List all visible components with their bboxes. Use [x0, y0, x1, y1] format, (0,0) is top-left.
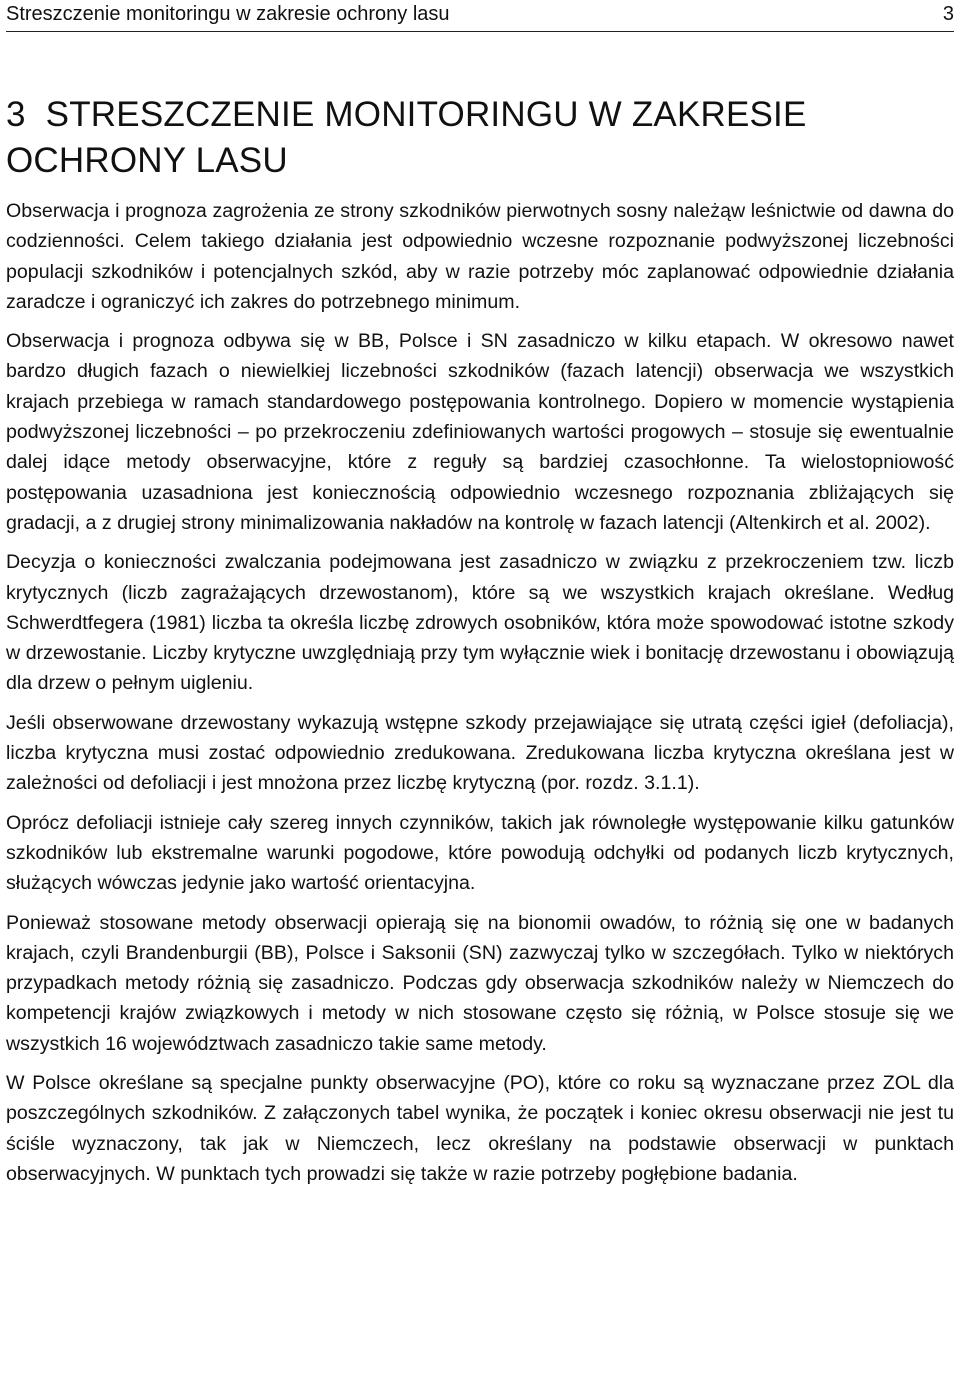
paragraph: W Polsce określane są specjalne punkty obserwacyjne (PO), które co roku są wyznaczane przez ZOL dla poszczególnych szkodników. Z załączonych tabel wynika, że początek i koniec okresu obserwacji nie jest tu ściśle wyznaczony, tak jak w Niemczech, lecz określany na podstawie obserwacji w punktach obserwacyjnych. W punktach tych prowadzi się także w razie potrzeby pogłębione badania. [6, 1072, 954, 1185]
paragraph: Ponieważ stosowane metody obserwacji opierają się na bionomii owadów, to różnią się one w badanych krajach, czyli Brandenburgii (BB), Polsce i Saksonii (SN) zazwyczaj tylko w szczegółach. Tylko w niektórych przypadkach metody różnią się zasadniczo. Podczas gdy obserwacja szkodników należy w Niemczech do kompetencji krajów związkowych i metody w nich stosowane często się różnią, w Polsce stosuje się we wszystkich 16 województwach zasadniczo takie same metody. [6, 911, 954, 1055]
chapter-heading [6, 92, 954, 184]
paragraph: Jeśli obserwowane drzewostany wykazują wstępne szkody przejawiające się utratą części igieł (defoliacja), liczba krytyczna musi zostać odpowiednio zredukowana. Zredukowana liczba krytyczna określana jest w zależności od defoliacji i jest mnożona przez liczbę krytyczną (por. rozdz. 3.1.1). [6, 711, 954, 795]
chapter-number: 3 [6, 95, 26, 134]
running-title: Streszczenie monitoringu w zakresie ochrony lasu [6, 3, 450, 25]
paragraph: Decyzja o konieczności zwalczania podejmowana jest zasadniczo w związku z przekroczeniem tzw. liczb krytycznych (liczb zagrażających drzewostanom), które są we wszystkich krajach określane. Według Schwerdtfegera (1981) liczba ta określa liczbę zdrowych osobników, która może spowodować istotne szkody w drzewostanie. Liczby krytyczne uwzględniają przy tym wyłącznie wiek i bonitację drzewostanu i obowiązują dla drzew o pełnym uigleniu. [6, 551, 954, 695]
paragraph: Obserwacja i prognoza zagrożenia ze strony szkodników pierwotnych sosny należąw leśnictwie od dawna do codzienności. Celem takiego działania jest odpowiednio wczesne rozpoznanie podwyższonej liczebności populacji szkodników i potencjalnych szkód, aby w razie potrzeby móc zaplanować odpowiednie działania zaradcze i ograniczyć ich zakres do potrzebnego minimum. [6, 200, 954, 313]
document-page [6, 0, 954, 1198]
chapter-title: STRESZCZENIE MONITORINGU W ZAKRESIE OCHRONY LASU [6, 95, 807, 180]
paragraph: Oprócz defoliacji istnieje cały szereg innych czynników, takich jak równoległe występowanie kilku gatunków szkodników lub ekstremalne warunki pogodowe, które powodują odchyłki od podanych liczb krytycznych, służących wówczas jedynie jako wartość orientacyjna. [6, 811, 954, 895]
paragraph: Obserwacja i prognoza odbywa się w BB, Polsce i SN zasadniczo w kilku etapach. W okresowo nawet bardzo długich fazach o niewielkiej liczebności szkodników (fazach latencji) obserwacja we wszystkich krajach przebiega w ramach standardowego postępowania kontrolnego. Dopiero w momencie wystąpienia podwyższonej liczebności – po przekroczeniu zdefiniowanych wartości progowych – stosuje się ewentualnie dalej idące metody obserwacyjne, które z reguły są bardziej czasochłonne. Ta wielostopniowość postępowania uzasadniona jest koniecznością odpowiednio wczesnego rozpoznania zbliżających się gradacji, a z drugiej strony minimalizowania nakładów na kontrolę w fazach latencji (Altenkirch et al. 2002). [6, 330, 954, 534]
running-header [6, 0, 954, 32]
page-number: 3 [942, 3, 954, 25]
body-text [6, 196, 954, 1189]
